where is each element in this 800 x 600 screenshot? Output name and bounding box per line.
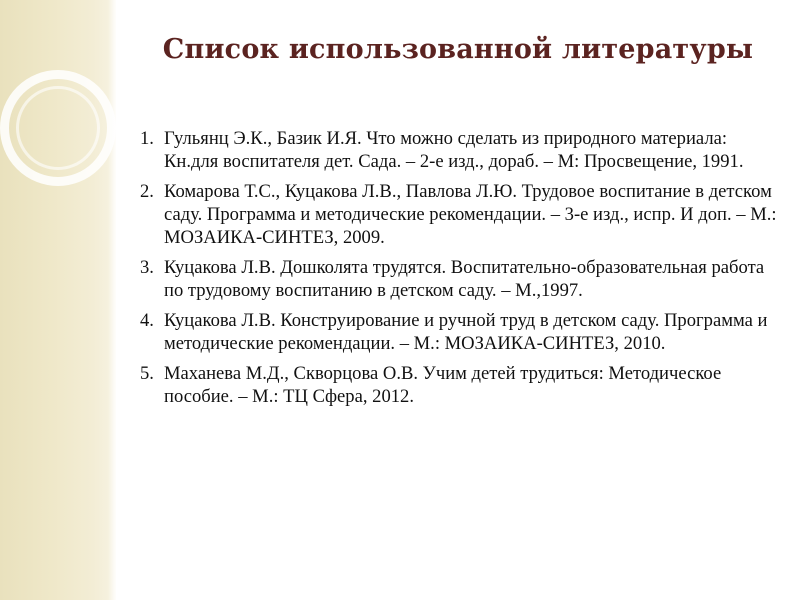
reference-item: [140, 256, 780, 302]
reference-item: [140, 127, 780, 173]
reference-number: 3.: [140, 257, 154, 278]
reference-item: [140, 362, 780, 408]
reference-number: 5.: [140, 363, 154, 384]
reference-list: [140, 127, 780, 415]
reference-item: [140, 309, 780, 355]
reference-text: Комарова Т.С., Куцакова Л.В., Павлова Л.Ю. Трудовое воспитание в детском саду. Программа и методические рекомендации. – 3-е изд., испр. И доп. – М.: МОЗАИКА-СИНТЕЗ, 2009.: [164, 181, 777, 248]
reference-text: Куцакова Л.В. Конструирование и ручной труд в детском саду. Программа и методические рекомендации. – М.: МОЗАИКА-СИНТЕЗ, 2010.: [164, 310, 768, 354]
reference-item: [140, 180, 780, 249]
reference-text: Куцакова Л.В. Дошколята трудятся. Воспитательно-образовательная работа по трудовому воспитанию в детском саду. – М.,1997.: [164, 257, 765, 301]
slide-title: Список использованной литературы: [162, 34, 754, 65]
side-panel-edge: [108, 0, 116, 600]
reference-number: 4.: [140, 310, 154, 331]
reference-text: Маханева М.Д., Скворцова О.В. Учим детей трудиться: Методическое пособие. – М.: ТЦ Сфера, 2012.: [164, 363, 722, 407]
reference-number: 2.: [140, 181, 154, 202]
decorative-ring-inner: [16, 86, 100, 170]
reference-text: Гульянц Э.К., Базик И.Я. Что можно сделать из природного материала: Кн.для воспитателя дет. Сада. – 2-е изд., дораб. – М: Просвещение, 1991.: [164, 128, 744, 172]
decorative-side-panel: [0, 0, 116, 600]
reference-number: 1.: [140, 128, 154, 149]
